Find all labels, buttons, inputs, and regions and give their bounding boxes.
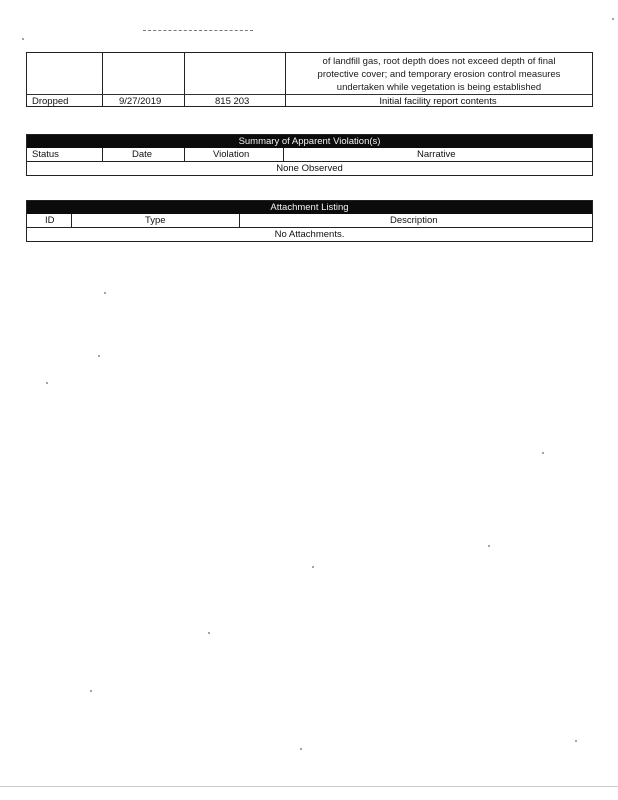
item-status: Dropped — [32, 96, 69, 107]
item-narrative — [286, 55, 592, 94]
column-divider — [184, 148, 185, 161]
violations-header-row — [27, 148, 592, 162]
scan-speck — [208, 632, 210, 634]
item-date: 9/27/2019 — [119, 96, 162, 107]
column-divider — [184, 53, 185, 106]
narrative-line: undertaken while vegetation is being established — [336, 82, 542, 93]
header-date: Date — [132, 149, 153, 160]
scan-speck — [104, 292, 106, 294]
header-type: Type — [145, 215, 166, 226]
header-status: Status — [32, 149, 59, 160]
violations-empty-row: None Observed — [276, 163, 343, 174]
scan-speck — [542, 452, 544, 454]
violations-title: Summary of Apparent Violation(s) — [27, 135, 592, 148]
attachments-table — [26, 200, 593, 242]
row-divider — [27, 94, 592, 95]
narrative-line: protective cover; and temporary erosion control measures — [317, 69, 561, 80]
scan-speck — [488, 545, 490, 547]
header-narrative: Narrative — [417, 149, 456, 160]
scan-speck — [300, 748, 302, 750]
header-description: Description — [390, 215, 438, 226]
header-id: ID — [45, 215, 55, 226]
scan-speck — [612, 18, 614, 20]
scan-speck — [46, 382, 48, 384]
inspection-items-table-continued — [26, 52, 593, 107]
column-divider — [239, 214, 240, 227]
scan-speck — [98, 355, 100, 357]
narrative-line: of landfill gas, root depth does not exceed depth of final — [322, 56, 556, 67]
column-divider — [283, 148, 284, 161]
scan-bottom-edge — [0, 786, 618, 787]
scan-speck — [90, 690, 92, 692]
attachments-header-row — [27, 214, 592, 228]
violations-table — [26, 134, 593, 176]
column-divider — [102, 148, 103, 161]
scan-speck — [575, 740, 577, 742]
scan-speck — [312, 566, 314, 568]
attachments-empty-row: No Attachments. — [274, 229, 345, 240]
scan-artifact-line — [143, 30, 253, 32]
column-divider — [71, 214, 72, 227]
column-divider — [102, 53, 103, 106]
item-description: Initial facility report contents — [379, 96, 497, 107]
item-code: 815 203 — [215, 96, 250, 107]
scan-speck — [22, 38, 24, 40]
header-violation: Violation — [213, 149, 250, 160]
attachments-title: Attachment Listing — [27, 201, 592, 214]
